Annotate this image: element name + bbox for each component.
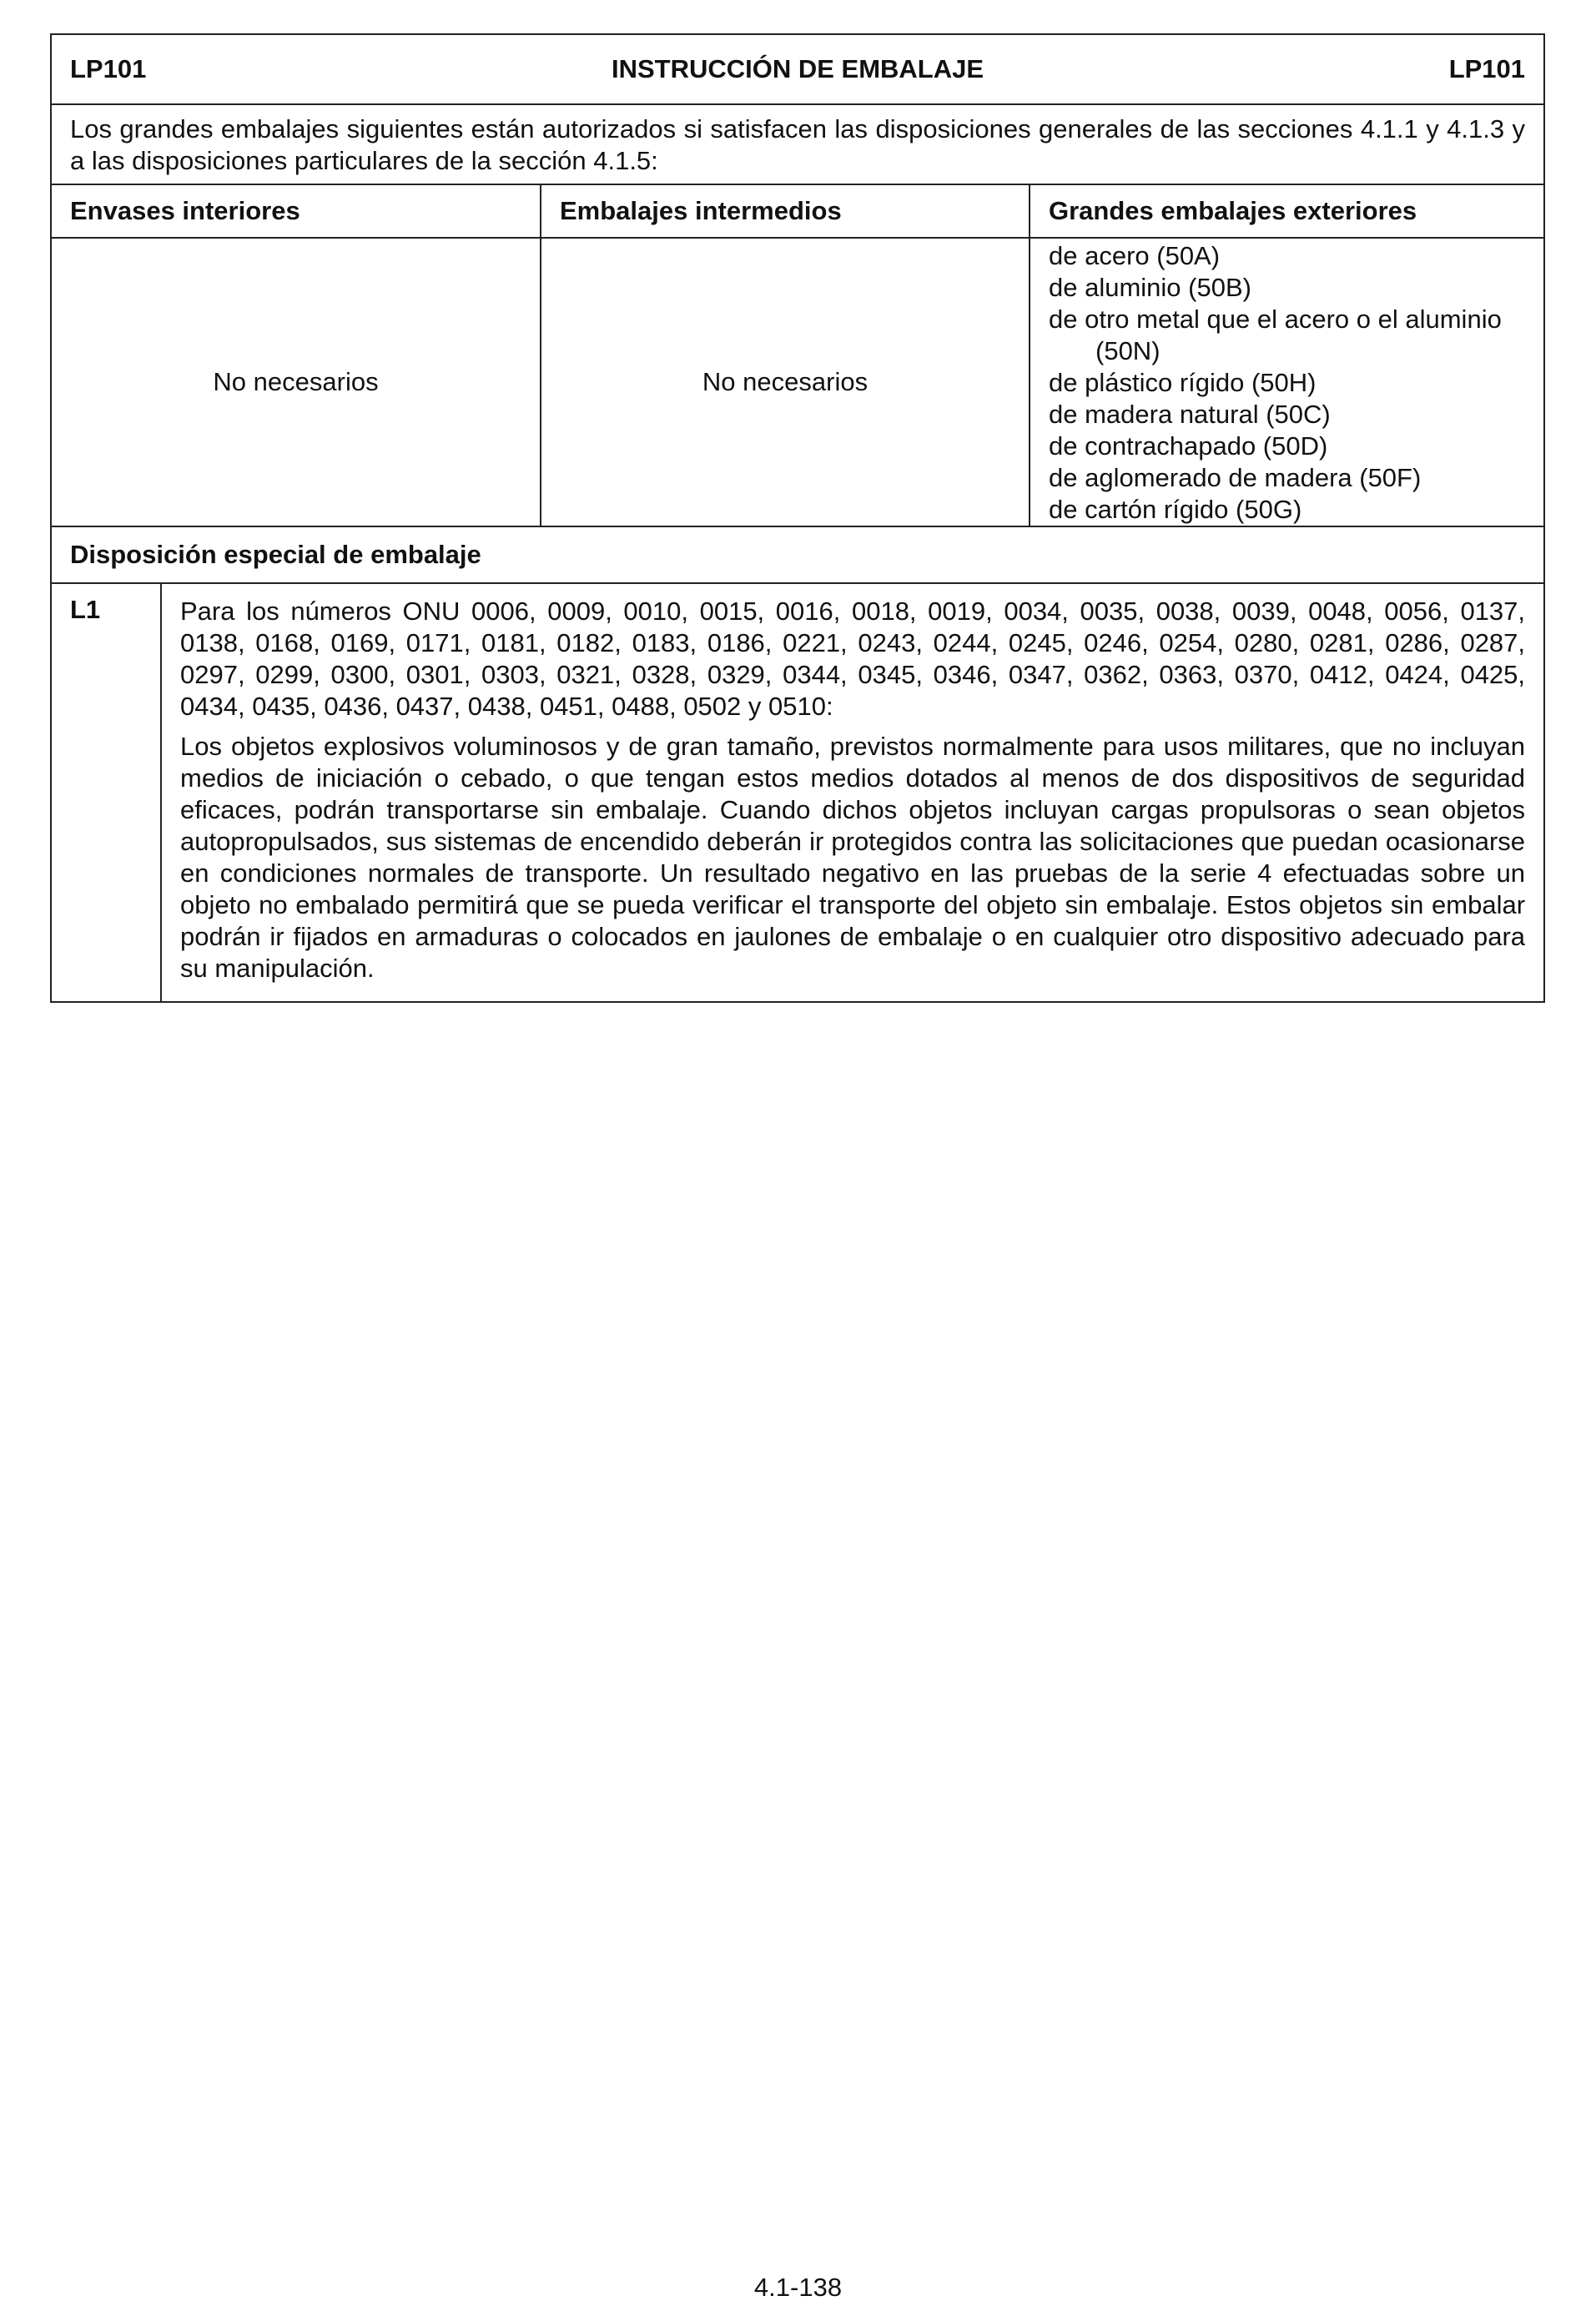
special-provision-code: L1	[51, 583, 161, 1002]
special-provision-title: Disposición especial de embalaje	[51, 526, 1544, 583]
outer-packaging-item: de aglomerado de madera (50F)	[1049, 463, 1422, 492]
special-provision-paragraph: Los objetos explosivos voluminosos y de gran tamaño, previstos normalmente para usos militares, que no incluyan medios de iniciación o cebado, o que tengan estos medios dotados al menos de dos dispositivos de seguridad eficaces, podrán transportarse sin embalaje. Cuando dichos objetos incluyan cargas propulsoras o sean objetos autopropulsados, sus sistemas de encendido deberán ir protegidos contra las solicitaciones que puedan ocasionarse en condiciones normales de transporte. Un resultado negativo en las pruebas de la serie 4 efectuadas sobre un objeto no embalado permitirá que se pueda verificar el transporte del objeto sin embalaje. Estos objetos sin embalar podrán ir fijados en armaduras o colocados en jaulones de embalaje o en cualquier otro dispositivo adecuado para su manipulación.	[180, 732, 1526, 983]
intro-row	[51, 104, 1544, 184]
special-provision-text	[161, 583, 1544, 1002]
column-header-row	[51, 184, 1544, 238]
outer-packaging-item: de contrachapado (50D)	[1049, 431, 1328, 461]
outer-packaging-item: de otro metal que el acero o el aluminio (50N)	[1049, 305, 1502, 365]
values-row	[51, 238, 1544, 526]
outer-packaging-list	[1049, 240, 1525, 526]
header-row	[51, 34, 1544, 104]
outer-packaging-item: de acero (50A)	[1049, 241, 1221, 270]
outer-packaging-cell	[1030, 238, 1544, 526]
special-provision-title-row	[51, 526, 1544, 583]
packing-instruction-table	[50, 33, 1545, 1003]
instruction-code-left: LP101	[70, 54, 147, 83]
packing-instruction-document	[50, 33, 1543, 1003]
special-provision-paragraph: Para los números ONU 0006, 0009, 0010, 0015, 0016, 0018, 0019, 0034, 0035, 0038, 0039, 0048, 0056, 0137, 0138, 0168, 0169, 0171, 0181, 0182, 0183, 0186, 0221, 0243, 0244, 0245, 0246, 0254, 0280, 0281, 0286, 0287, 0297, 0299, 0300, 0301, 0303, 0321, 0328, 0329, 0344, 0345, 0346, 0347, 0362, 0363, 0370, 0412, 0424, 0425, 0434, 0435, 0436, 0437, 0438, 0451, 0488, 0502 y 0510:	[180, 597, 1526, 721]
page-number: 4.1-138	[753, 2273, 843, 2302]
column-header-inner: Envases interiores	[51, 184, 541, 238]
column-header-intermediate: Embalajes intermedios	[541, 184, 1030, 238]
intermediate-packaging-value: No necesarios	[541, 238, 1030, 526]
inner-packaging-value: No necesarios	[51, 238, 541, 526]
special-provision-row	[51, 583, 1544, 1002]
instruction-title: INSTRUCCIÓN DE EMBALAJE	[611, 54, 984, 83]
outer-packaging-item: de aluminio (50B)	[1049, 273, 1251, 302]
outer-packaging-item: de plástico rígido (50H)	[1049, 368, 1317, 397]
intro-text: Los grandes embalajes siguientes están autorizados si satisfacen las disposiciones generales de las secciones 4.1.1 y 4.1.3 y a las disposiciones particulares de la sección 4.1.5:	[51, 104, 1544, 184]
column-header-outer: Grandes embalajes exteriores	[1030, 184, 1544, 238]
outer-packaging-item: de madera natural (50C)	[1049, 400, 1331, 429]
outer-packaging-item: de cartón rígido (50G)	[1049, 495, 1302, 524]
instruction-code-right: LP101	[1448, 54, 1526, 83]
header-cell	[51, 34, 1544, 104]
